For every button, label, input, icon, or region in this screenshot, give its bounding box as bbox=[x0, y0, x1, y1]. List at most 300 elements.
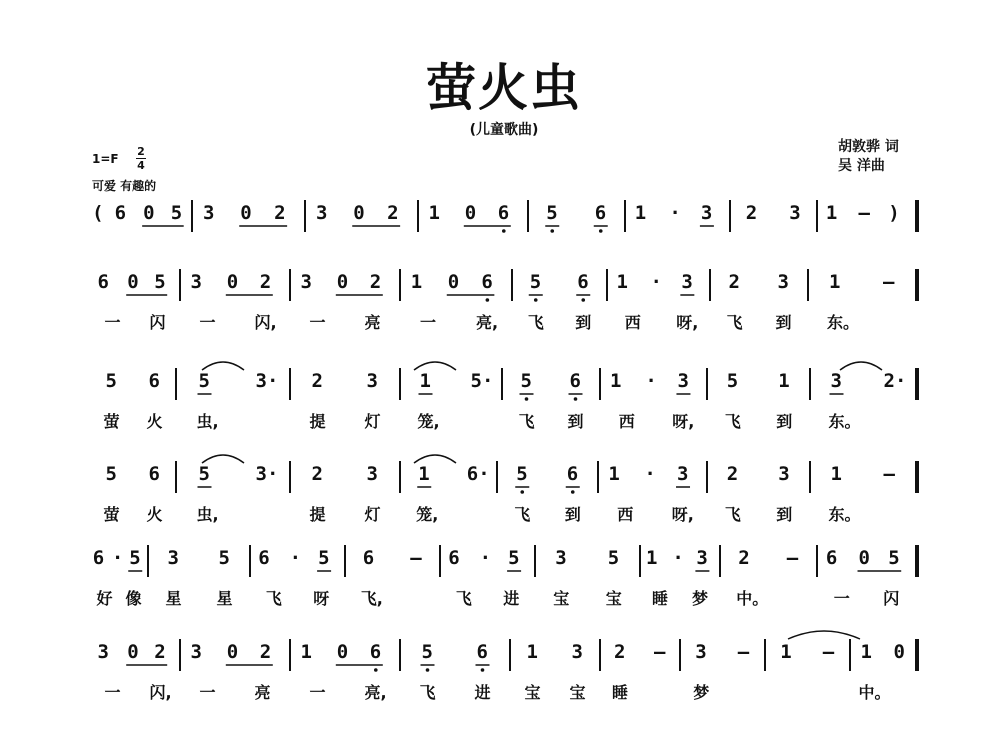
note: – bbox=[737, 641, 750, 663]
measure bbox=[180, 641, 290, 702]
measure bbox=[192, 202, 305, 244]
note: · bbox=[644, 463, 656, 485]
lyric: 萤 bbox=[103, 505, 120, 524]
barline bbox=[849, 639, 851, 671]
note: 6 bbox=[569, 370, 581, 392]
note: 1 bbox=[825, 202, 838, 224]
note: 0 bbox=[143, 202, 155, 224]
note: 1 bbox=[830, 463, 842, 485]
note: 5 bbox=[546, 202, 558, 224]
lyric: 好 bbox=[96, 589, 113, 608]
lyric: 飞 bbox=[265, 589, 282, 608]
lyric: 宝 bbox=[569, 683, 586, 702]
note: · bbox=[479, 547, 492, 569]
note: 0 bbox=[353, 202, 365, 224]
measure bbox=[305, 202, 418, 244]
measure bbox=[600, 370, 707, 431]
note: · bbox=[669, 202, 681, 224]
lyric: 到 bbox=[775, 313, 792, 332]
note: 6 bbox=[566, 463, 579, 485]
measure bbox=[497, 463, 598, 524]
measure bbox=[90, 271, 180, 332]
lyric: 进 bbox=[503, 589, 520, 608]
lyric: 闪, bbox=[254, 313, 277, 332]
barline bbox=[289, 639, 291, 671]
lyric: 一 bbox=[199, 683, 216, 702]
measure bbox=[345, 547, 440, 608]
note: 0 bbox=[858, 547, 870, 569]
note: 3 bbox=[695, 641, 707, 663]
barline bbox=[191, 200, 193, 232]
lyric: 笼, bbox=[417, 412, 440, 431]
lyric: 睡 bbox=[652, 589, 669, 608]
lyric: 虫, bbox=[196, 412, 219, 431]
note: 5 bbox=[421, 641, 433, 663]
note: 2 bbox=[726, 463, 739, 485]
note: 6 bbox=[97, 271, 109, 293]
measure bbox=[176, 370, 290, 431]
note: · bbox=[650, 271, 662, 293]
measure bbox=[850, 641, 916, 702]
lyric: 飞 bbox=[455, 589, 472, 608]
measure bbox=[680, 641, 765, 702]
end-barline bbox=[915, 368, 919, 400]
measure bbox=[90, 547, 148, 608]
measure bbox=[710, 271, 808, 332]
note: 6 bbox=[114, 202, 127, 224]
barline bbox=[527, 200, 529, 232]
barline bbox=[509, 639, 511, 671]
note: 6 bbox=[92, 547, 105, 569]
barline bbox=[599, 368, 601, 400]
note: 3 bbox=[300, 271, 312, 293]
lyric: 东。 bbox=[828, 505, 861, 524]
measure bbox=[418, 202, 528, 244]
lyric: 飞 bbox=[419, 683, 436, 702]
barline bbox=[706, 461, 708, 493]
note: 5 bbox=[726, 370, 739, 392]
note: 2 bbox=[259, 271, 272, 293]
measure bbox=[535, 547, 640, 608]
note: – bbox=[883, 271, 895, 293]
lyric: 笼, bbox=[416, 505, 439, 524]
note: 5 bbox=[105, 463, 117, 485]
barline bbox=[816, 545, 818, 577]
end-barline bbox=[915, 545, 919, 577]
note: – bbox=[858, 202, 870, 224]
measure bbox=[810, 463, 916, 524]
note: 6 bbox=[448, 547, 460, 569]
note: 2· bbox=[883, 370, 907, 392]
note: 1 bbox=[428, 202, 440, 224]
end-barline bbox=[915, 200, 919, 232]
note: 6 bbox=[148, 463, 160, 485]
note: 1 bbox=[300, 641, 312, 663]
barline bbox=[706, 368, 708, 400]
note: 0 bbox=[336, 271, 349, 293]
barline bbox=[417, 200, 419, 232]
note: 5 bbox=[520, 370, 532, 392]
note: 1 bbox=[608, 463, 620, 485]
lyric: 星 bbox=[165, 589, 182, 608]
note: 3 bbox=[789, 202, 801, 224]
measure bbox=[810, 370, 916, 431]
lyric: 提 bbox=[309, 412, 326, 431]
note: 1 bbox=[646, 547, 658, 569]
barline bbox=[679, 639, 681, 671]
barline bbox=[399, 269, 401, 301]
note: 1 bbox=[418, 463, 430, 485]
note: – bbox=[654, 641, 666, 663]
note: 5 bbox=[888, 547, 900, 569]
barline bbox=[304, 200, 306, 232]
lyric: 宝 bbox=[524, 683, 541, 702]
note: · bbox=[111, 547, 124, 569]
note: – bbox=[786, 547, 799, 569]
lyric: 呀, bbox=[676, 313, 699, 332]
slur bbox=[202, 455, 244, 463]
measure bbox=[400, 271, 512, 332]
note: 1 bbox=[780, 641, 792, 663]
note: 5 bbox=[218, 547, 230, 569]
lyric: 宝 bbox=[605, 589, 622, 608]
note: 5 bbox=[508, 547, 520, 569]
note: 6 bbox=[577, 271, 589, 293]
note: 2 bbox=[259, 641, 272, 663]
measure bbox=[528, 202, 625, 244]
lyric: 西 bbox=[624, 313, 641, 332]
lyric: 一 bbox=[104, 683, 121, 702]
slur bbox=[202, 362, 244, 370]
barline bbox=[496, 461, 498, 493]
lyric: 到 bbox=[567, 412, 584, 431]
measure bbox=[817, 202, 916, 244]
barline bbox=[501, 368, 503, 400]
lyric: 萤 bbox=[103, 412, 120, 431]
barline bbox=[809, 368, 811, 400]
measure bbox=[90, 641, 180, 702]
lyric: 飞 bbox=[726, 313, 743, 332]
slur bbox=[788, 631, 860, 639]
note: 5 bbox=[198, 370, 210, 392]
measure bbox=[625, 202, 730, 244]
barline bbox=[624, 200, 626, 232]
lyric: 闪 bbox=[883, 589, 900, 608]
note: 6 bbox=[369, 641, 382, 663]
note: 3 bbox=[190, 641, 202, 663]
measure bbox=[290, 463, 400, 524]
lyric: 到 bbox=[776, 412, 793, 431]
slur bbox=[414, 455, 456, 463]
barline bbox=[439, 545, 441, 577]
time-signature-bottom: 4 bbox=[137, 159, 145, 172]
note: 2 bbox=[154, 641, 166, 663]
lyric: 东。 bbox=[827, 313, 860, 332]
lyric: 东。 bbox=[828, 412, 861, 431]
measure bbox=[440, 547, 535, 608]
barline bbox=[344, 545, 346, 577]
measure bbox=[180, 271, 290, 332]
measure bbox=[598, 463, 707, 524]
note: 1 bbox=[829, 271, 841, 293]
note: 3 bbox=[777, 271, 789, 293]
lyric: 梦 bbox=[692, 589, 709, 608]
lyric: 西 bbox=[618, 412, 635, 431]
note: 0 bbox=[464, 202, 477, 224]
barline bbox=[175, 368, 177, 400]
note: 2 bbox=[728, 271, 740, 293]
note: 6 bbox=[148, 370, 160, 392]
measure bbox=[90, 370, 176, 431]
key-signature: 1=F bbox=[92, 152, 119, 166]
note: 2 bbox=[311, 370, 323, 392]
barline bbox=[249, 545, 251, 577]
note: 5 bbox=[198, 463, 210, 485]
measure bbox=[400, 463, 497, 524]
lyric: 呀, bbox=[671, 505, 694, 524]
note: 3 bbox=[696, 547, 708, 569]
measure bbox=[90, 463, 176, 524]
barline bbox=[289, 368, 291, 400]
lyric: 西 bbox=[617, 505, 634, 524]
lyricist-credit: 胡敦骅 词 bbox=[838, 139, 899, 155]
barline bbox=[147, 545, 149, 577]
lyric: 闪 bbox=[149, 313, 166, 332]
note: 3 bbox=[571, 641, 583, 663]
barline bbox=[606, 269, 608, 301]
note: 0 bbox=[127, 641, 139, 663]
lyric: 一 bbox=[104, 313, 121, 332]
lyric: 亮, bbox=[364, 683, 387, 702]
barline bbox=[289, 461, 291, 493]
note: 3 bbox=[366, 463, 378, 485]
measure bbox=[730, 202, 817, 244]
note: 3· bbox=[255, 370, 279, 392]
measure bbox=[148, 547, 250, 608]
measure bbox=[607, 271, 710, 332]
note: 0 bbox=[447, 271, 460, 293]
note: 5 bbox=[129, 547, 141, 569]
note: · bbox=[289, 547, 302, 569]
slur bbox=[840, 362, 882, 370]
barline bbox=[599, 639, 601, 671]
note: 6 bbox=[594, 202, 607, 224]
measure bbox=[817, 547, 916, 608]
lyric: 亮, bbox=[476, 313, 499, 332]
note: 6 bbox=[258, 547, 270, 569]
note: 3 bbox=[315, 202, 328, 224]
note: 1 bbox=[526, 641, 538, 663]
note: 3 bbox=[190, 271, 202, 293]
barline bbox=[807, 269, 809, 301]
lyric: 一 bbox=[833, 589, 850, 608]
lyric: 飞, bbox=[360, 589, 383, 608]
barline bbox=[179, 269, 181, 301]
measure bbox=[400, 370, 502, 431]
note: 3 bbox=[700, 202, 713, 224]
lyric: 到 bbox=[564, 505, 581, 524]
barline bbox=[399, 368, 401, 400]
slur bbox=[414, 362, 456, 370]
note: 3 bbox=[555, 547, 567, 569]
lyric: 飞 bbox=[514, 505, 531, 524]
lyric: 梦 bbox=[693, 683, 710, 702]
lyric: 睡 bbox=[612, 683, 629, 702]
note: 0 bbox=[226, 641, 239, 663]
measure bbox=[290, 641, 400, 702]
note: 2 bbox=[614, 641, 626, 663]
measure bbox=[720, 547, 817, 608]
note: 2 bbox=[745, 202, 758, 224]
measure bbox=[707, 463, 810, 524]
barline bbox=[816, 200, 818, 232]
note: 5 bbox=[318, 547, 330, 569]
barline bbox=[179, 639, 181, 671]
lyric: 一 bbox=[309, 313, 326, 332]
end-barline bbox=[915, 639, 919, 671]
note: 5 bbox=[170, 202, 183, 224]
lyric: 虫, bbox=[196, 505, 219, 524]
note: 6 bbox=[497, 202, 510, 224]
lyric: 呀, bbox=[672, 412, 695, 431]
note: 6· bbox=[466, 463, 490, 485]
lyric: 一 bbox=[199, 313, 216, 332]
note: 6 bbox=[481, 271, 493, 293]
barline bbox=[175, 461, 177, 493]
note: 3 bbox=[778, 463, 790, 485]
lyric: 灯 bbox=[364, 412, 381, 431]
note: ( bbox=[92, 202, 104, 224]
time-signature bbox=[134, 145, 148, 172]
measure bbox=[510, 641, 600, 702]
note: ) bbox=[888, 202, 900, 224]
note: 3 bbox=[681, 271, 693, 293]
lyric: 到 bbox=[776, 505, 793, 524]
note: 3 bbox=[677, 370, 689, 392]
note: 6 bbox=[476, 641, 488, 663]
note: 3 bbox=[366, 370, 378, 392]
note: 1 bbox=[419, 370, 431, 392]
lyric: 闪, bbox=[149, 683, 172, 702]
note: 1 bbox=[610, 370, 622, 392]
measure bbox=[290, 271, 400, 332]
note: 2 bbox=[274, 202, 286, 224]
lyric: 亮 bbox=[364, 313, 381, 332]
lyric: 一 bbox=[420, 313, 437, 332]
measure bbox=[765, 641, 850, 683]
song-title: 萤火虫 bbox=[426, 59, 582, 117]
lyric: 一 bbox=[309, 683, 326, 702]
note: 2 bbox=[738, 547, 750, 569]
note: 2 bbox=[369, 271, 382, 293]
note: 5· bbox=[470, 370, 494, 392]
measure bbox=[290, 370, 400, 431]
note: 0 bbox=[893, 641, 905, 663]
measure bbox=[808, 271, 916, 332]
measure bbox=[640, 547, 720, 608]
note: 0 bbox=[336, 641, 349, 663]
note: 5 bbox=[529, 271, 542, 293]
lyric: 进 bbox=[474, 683, 491, 702]
note: 1 bbox=[634, 202, 647, 224]
note: 3 bbox=[202, 202, 215, 224]
note: 6 bbox=[825, 547, 838, 569]
lyric: 中。 bbox=[858, 683, 891, 702]
barline bbox=[597, 461, 599, 493]
note: 1 bbox=[616, 271, 628, 293]
lyric: 呀 bbox=[313, 589, 330, 608]
barline bbox=[764, 639, 766, 671]
lyric: 中。 bbox=[736, 589, 769, 608]
lyric: 火 bbox=[146, 505, 163, 524]
measure bbox=[400, 641, 510, 702]
lyric: 飞 bbox=[527, 313, 544, 332]
note: 1 bbox=[410, 271, 423, 293]
measure bbox=[600, 641, 680, 702]
measure bbox=[512, 271, 607, 332]
note: 0 bbox=[226, 271, 239, 293]
barline bbox=[511, 269, 513, 301]
note: 3· bbox=[255, 463, 279, 485]
note: 3 bbox=[167, 547, 179, 569]
note: 5 bbox=[154, 271, 166, 293]
composer-credit: 吴 洋曲 bbox=[838, 158, 885, 174]
note: 5 bbox=[516, 463, 528, 485]
lyric: 灯 bbox=[364, 505, 381, 524]
note: · bbox=[645, 370, 657, 392]
end-barline bbox=[915, 269, 919, 301]
note: – bbox=[410, 547, 422, 569]
measure bbox=[90, 202, 192, 244]
lyric: 火 bbox=[146, 412, 163, 431]
lyric: 到 bbox=[575, 313, 592, 332]
note: 5 bbox=[105, 370, 117, 392]
lyric: 飞 bbox=[724, 505, 741, 524]
note: 1 bbox=[860, 641, 872, 663]
barline bbox=[709, 269, 711, 301]
end-barline bbox=[915, 461, 919, 493]
lyric: 星 bbox=[216, 589, 233, 608]
note: · bbox=[672, 547, 684, 569]
lyric: 亮 bbox=[254, 683, 271, 702]
lyric: 宝 bbox=[553, 589, 570, 608]
note: 3 bbox=[830, 370, 842, 392]
measure bbox=[707, 370, 810, 431]
lyric: 飞 bbox=[724, 412, 741, 431]
song-subtitle: (儿童歌曲) bbox=[469, 122, 539, 138]
measure bbox=[176, 463, 290, 524]
lyric: 飞 bbox=[518, 412, 535, 431]
note: – bbox=[822, 641, 835, 663]
measure bbox=[250, 547, 345, 608]
time-signature-top: 2 bbox=[137, 145, 145, 158]
measure bbox=[502, 370, 600, 431]
barline bbox=[729, 200, 731, 232]
note: 0 bbox=[240, 202, 252, 224]
barline bbox=[399, 461, 401, 493]
barline bbox=[289, 269, 291, 301]
barline bbox=[639, 545, 641, 577]
barline bbox=[719, 545, 721, 577]
note: 0 bbox=[127, 271, 139, 293]
note: 5 bbox=[607, 547, 620, 569]
note: 2 bbox=[311, 463, 323, 485]
note: 3 bbox=[677, 463, 689, 485]
note: 1 bbox=[778, 370, 790, 392]
note: 2 bbox=[387, 202, 399, 224]
tempo-marking: 可爱 有趣的 bbox=[92, 179, 157, 193]
barline bbox=[399, 639, 401, 671]
